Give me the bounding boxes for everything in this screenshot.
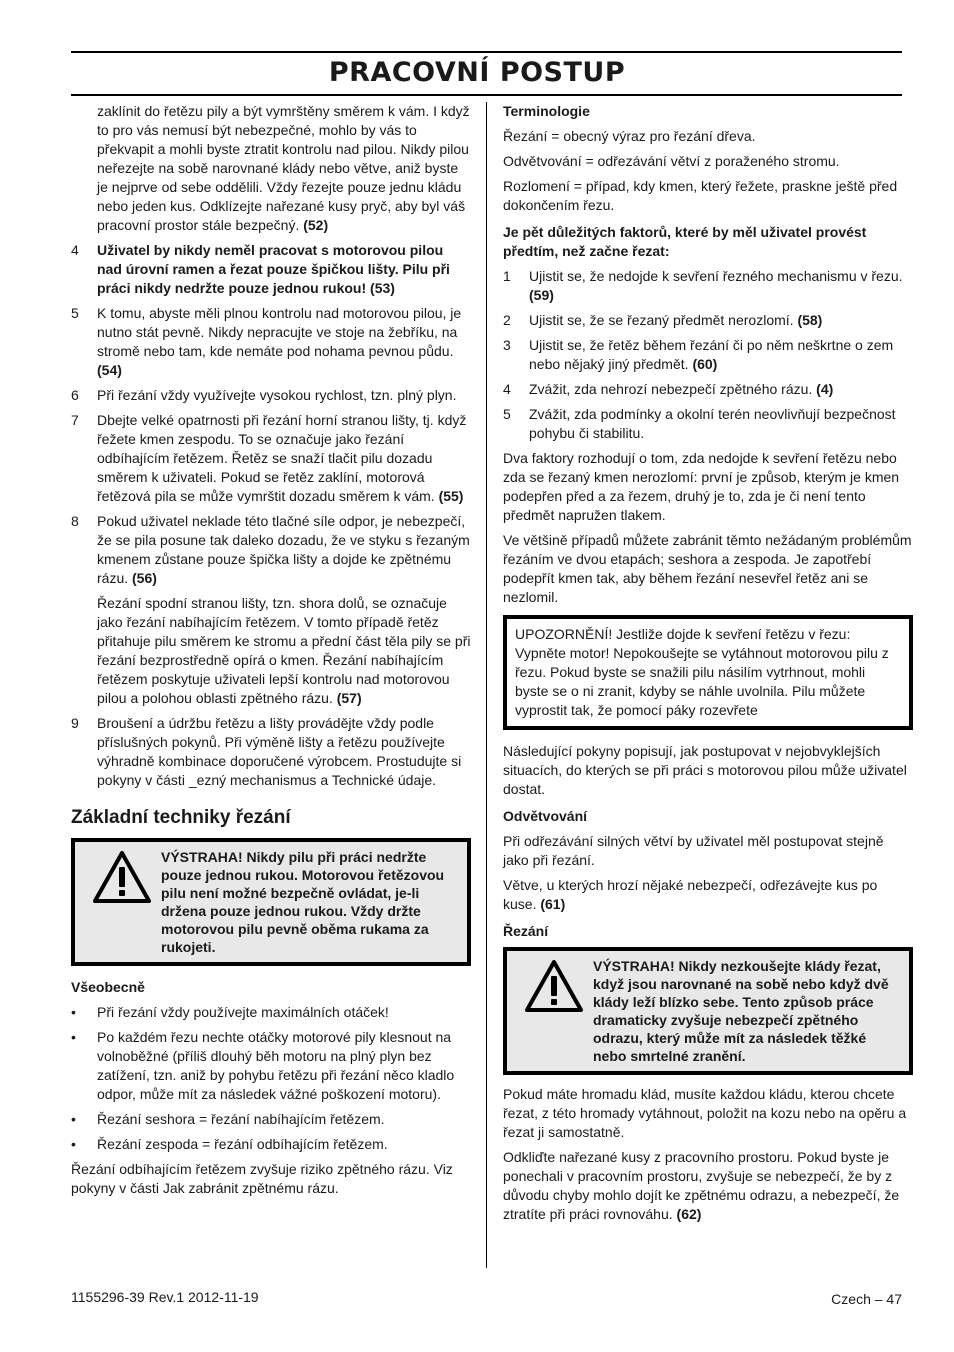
factors-heading: Je pět důležitých faktorů, které by měl uživatel provést předtím, než začne řezat: [503,224,867,259]
footer-page-number: Czech – 47 [831,1291,902,1307]
list-item [71,304,471,380]
list-item [71,411,471,506]
item-number: 5 [71,305,79,321]
warning-triangle-icon [83,848,161,956]
factor-item: 4 Zvážit, zda nehrozí nebezpečí zpětného rázu. (4) [503,381,834,397]
footer-doc-id: 1155296-39 Rev.1 2012-11-19 [71,1289,259,1305]
header-rule-top [71,51,902,53]
warning-box [71,838,471,966]
paragraph: Odkliďte nařezané kusy z pracovního prostoru. Pokud byste je ponechali v pracovním prostoru, zvyšuje se nebezpečí, že by z důvodu chyby mohlo dojít ke zpětnému odrazu, a nebezpečí, že ztratíte při práci rovnováhu. (62) [503,1149,900,1222]
warning-box [503,947,913,1075]
paragraph: Dva faktory rozhodují o tom, zda nedojde k sevření řetězu nebo zda se řezaný kmen nerozlomí: první je způsob, kterým je kmen podepřen před a za řezem, druhý je to, zda je či není tento předmět napružen tlakem. [503,450,900,523]
item-text: Při řezání vždy využívejte vysokou rychlost, tzn. plný plyn. [97,387,457,403]
figure-ref: (52) [303,217,329,233]
intro-paragraph [97,102,471,235]
term: Odvětvování = odřezávání větví z poraženého stromu. [503,153,840,169]
bullet-item: • Řezání zespoda = řezání odbíhajícím řetězem. [71,1136,388,1152]
factor-item: 3 Ujistit se, že řetěz během řezání či po něm neškrtne o zem nebo nějaký jiný předmět. (60) [503,337,894,372]
list-item [71,386,471,405]
item-text: Dbejte velké opatrnosti při řezání horní stranou lišty, tj. když řežete kmen zespodu. To se označuje jako řezání odbíhajícím řetězem. Řetěz se snaží tlačit pilu dozadu směrem k uživateli. Pokud se řetěz zaklíní, motorová řetězová pila se může vymrštit dozadu směrem k vám. (55) [97,412,467,504]
term: Řezání = obecný výraz pro řezání dřeva. [503,128,756,144]
cutting-heading: Řezání [503,923,549,939]
left-column [71,102,471,1204]
item-number: 4 [71,242,79,258]
paragraph: Ve většině případů můžete zabránit těmto nežádaným problémům řezáním ve dvou etapách; seshora a zespoda. Je zapotřebí podepřít kmen tak, aby během řezání nesevřel řetěz ani se nezlomil. [503,532,912,605]
item-number: 7 [71,412,79,428]
terminology-heading: Terminologie [503,103,590,119]
paragraph: Větve, u kterých hrozí nějaké nebezpečí, odřezávejte kus po kuse. (61) [503,877,878,912]
factor-item: 5 Zvážit, zda podmínky a okolní terén neovlivňují bezpečnost pohybu či stabilitu. [503,406,896,441]
note-box: UPOZORNĚNÍ! Jestliže dojde k sevření řetězu v řezu: Vypněte motor! Nepokoušejte se vytáhnout motorovou pilu z řezu. Pokud byste se snažili pilu násilím vytrhnout, mohli byste se o ni zranit, kdyby se náhle uvolnila. Pilu můžete vyprostit tak, že pomocí páky rozevřete [503,615,913,730]
item-text: Pokud uživatel nekladе této tlačné síle odpor, je nebezpečí, že se pila posune tak daleko dozadu, že ve styku s řezaným kmenem zůstane pouze špička lišty a dojde ke zpětnému rázu. (56) Řezání spodní stranou lišty, tzn. shora dolů, se označuje jako řezání nabíhajícím řetězem. V tomto případě řetěz přitahuje pilu směrem ke stromu a přední část těla pily se při řezání bezprostředně opírá o kmen. Řezání nabíhajícím řetězem poskytuje uživateli lepší kontrolu nad motorovou pilou a polohou oblasti zpětného rázu. (57) [97,513,471,706]
paragraph: Pokud máte hromadu klád, musíte každou kládu, kterou chcete řezat, z této hromady vytáhnout, položit na kozu nebo na opěru a řezat ji samostatně. [503,1086,907,1140]
bullet-item: • Při řezání vždy používejte maximálních otáček! [71,1004,389,1020]
list-item [71,241,471,298]
general-heading: Všeobecně [71,979,145,995]
item-number: 8 [71,513,79,529]
section-title: Základní techniky řezání [71,807,291,828]
page-title: PRACOVNÍ POSTUP [328,57,626,88]
paragraph: Při odřezávání silných větví by uživatel měl postupovat stejně jako při řezání. [503,833,884,868]
bullet-item: • Po každém řezu nechte otáčky motorové pily klesnout na volnoběžné (příliš dlouhý běh motoru na plný plyn bez zatížení, tzn. aniž by pohybu řetězu při řezání něco kladlo odpor, může mít za následek vážné poškození motoru). [71,1029,455,1102]
warning-text: VÝSTRAHA! Nikdy pilu při práci nedržte pouze jednou rukou. Motorovou řetězovou pilu není možné bezpečně ovládat, je-li držena pouze jednou rukou. Vždy držte motorovou pilu pevně oběma rukama za rukojeti. [161,849,445,955]
closing-paragraph: Řezání odbíhajícím řetězem zvyšuje riziko zpětného rázu. Viz pokyny v části Jak zabránit zpětnému rázu. [71,1161,453,1196]
list-item [71,714,471,790]
item-text: K tomu, abyste měli plnou kontrolu nad motorovou pilou, je nutno stát pevně. Nikdy nepracujte ve stoje na žebříku, na stromě nebo tam, kde nemáte pod nohama pevnou půdu. (54) [97,305,462,378]
item-number: 9 [71,715,79,731]
item-number: 6 [71,387,79,403]
intro-text: zaklínit do řetězu pily a být vymrštěny směrem k vám. I když to pro vás nemusí být nebezpečné, mohlo by vás to překvapit a mohli byste ztratit kontrolu nad pilou. Nikdy pilou neřezejte na sobě narovnané klády nebo větve, aniž byste je nejprve od sebe oddělili. Vždy řezejte pouze jednu kládu nebo jeden kus. Odklízejte nařezané kusy pryč, aby byl váš pracovní prostor stále bezpečný. [97,103,470,233]
column-divider [486,102,487,1268]
right-column [503,102,913,1230]
header-rule-bottom [71,94,902,96]
item-text: Broušení a údržbu řetězu a lišty provádějte vždy podle příslušných pokynů. Při výměně lišty a řetězu používejte výhradně kombinace doporučené výrobcem. Prostudujte si pokyny v části _ezný mechanismus a Technické údaje. [97,715,462,788]
paragraph: Následující pokyny popisují, jak postupovat v nejobvyklejších situacích, do kterých se při práci s motorovou pilou může uživatel dostat. [503,743,907,797]
limbing-heading: Odvětvování [503,808,588,824]
warning-text: VÝSTRAHA! Nikdy nezkoušejte klády řezat, když jsou narovnané na sobě nebo když dvě klády leží blízko sebe. Tento způsob práce dramaticky zvyšuje nebezpečí zpětného odrazu, který může mít za následek těžké nebo smrtelné zranění. [593,958,889,1064]
item-text: Uživatel by nikdy neměl pracovat s motorovou pilou nad úrovní ramen a řezat pouze špičkou lišty. Pilu při práci nikdy nedržte pouze jednou rukou! (53) [97,242,450,296]
bullet-item: • Řezání seshora = řezání nabíhajícím řetězem. [71,1111,385,1127]
list-item [71,512,471,708]
warning-triangle-icon [515,957,593,1065]
factor-item: 1 Ujistit se, že nedojde k sevření řezného mechanismu v řezu. (59) [503,268,903,303]
factor-item: 2 Ujistit se, že se řezaný předmět nerozlomí. (58) [503,312,823,328]
term: Rozlomení = případ, kdy kmen, který řežete, praskne ještě před dokončením řezu. [503,178,898,213]
